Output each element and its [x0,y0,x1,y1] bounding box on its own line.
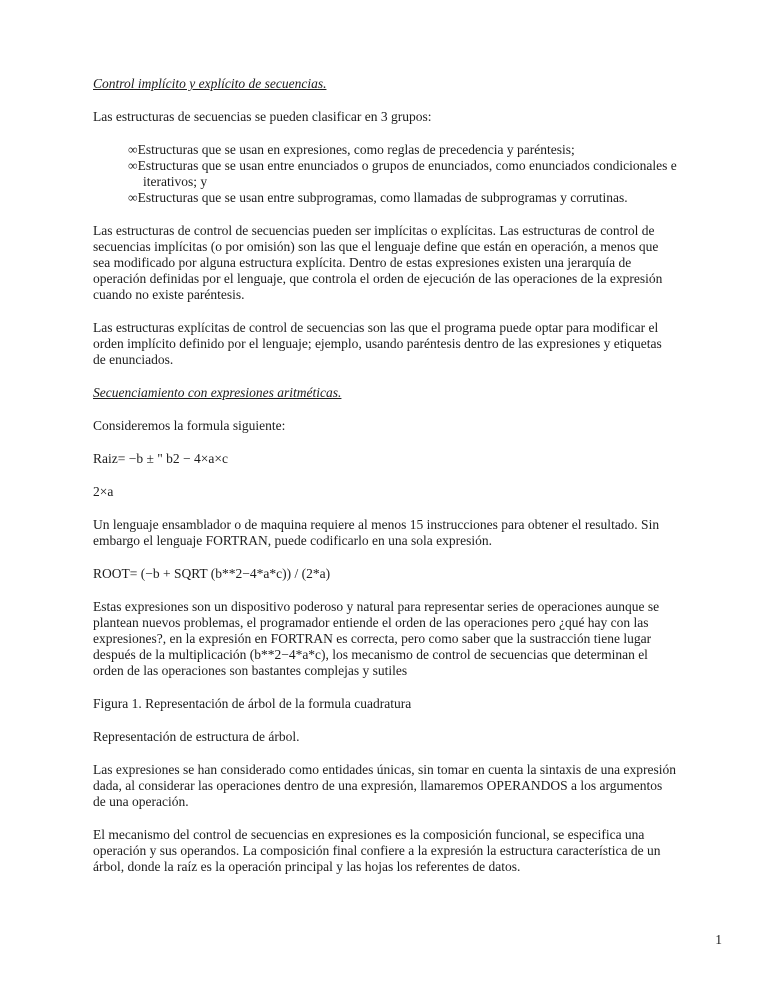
document-page [93,76,677,892]
paragraph-ensamblador: Un lenguaje ensamblador o de maquina requiere al menos 15 instrucciones para obtener el resultado. Sin embargo el lenguaje FORTRAN, puede codificarlo en una sola expresión. [93,517,660,548]
paragraph-clasificacion: Las estructuras de secuencias se pueden clasificar en 3 grupos: [93,109,432,124]
page-number: 1 [715,932,722,947]
paragraph-consideremos: Consideremos la formula siguiente: [93,418,286,433]
bullet-list [93,142,677,206]
paragraph-representacion-arbol: Representación de estructura de árbol. [93,729,300,744]
formula-raiz: Raiz= −b ± " b2 − 4×a×c [93,451,228,466]
paragraph-dispositivo-poderoso: Estas expresiones son un dispositivo poderoso y natural para representar series de operaciones aunque se plantean nuevos problemas, el programador entiende el orden de las operaciones pero ¿qué hay con las expresiones?, en la expresión en FORTRAN es correcta, pero como saber que la sustracción tiene lugar después de la multiplicación (b**2−4*a*c), los mecanismo de control de secuencias que determinan el orden de las operaciones son bastantes complejas y sutiles [93,599,660,678]
bullet-item-expresiones: ∞Estructuras que se usan en expresiones, como reglas de precedencia y paréntesis; [128,142,575,157]
section-heading-secuenciamiento: Secuenciamiento con expresiones aritméticas. [93,385,342,400]
formula-root-fortran: ROOT= (−b + SQRT (b**2−4*a*c)) / (2*a) [93,566,331,581]
paragraph-entidades-unicas: Las expresiones se han considerado como entidades únicas, sin tomar en cuenta la sintaxis de una expresión dada, al considerar las operaciones dentro de una expresión, llamaremos OPERANDOS a los argumentos de una operación. [93,762,676,809]
bullet-item-subprogramas: ∞Estructuras que se usan entre subprogramas, como llamadas de subprogramas y corrutinas. [128,190,628,205]
paragraph-implicitas-explicitas: Las estructuras de control de secuencias pueden ser implícitas o explícitas. Las estructuras de control de secuencias implícitas (o por omisión) son las que el lenguaje define que están en operación, a menos que sea modificado por alguna estructura explícita. Dentro de estas expresiones existen una jerarquía de operación definidas por el lenguaje, que controla el orden de ejecución de las operaciones de la expresión cuando no existe paréntesis. [93,223,663,302]
bullet-item-enunciados: ∞Estructuras que se usan entre enunciados o grupos de enunciados, como enunciados condicionales e iterativos; y [128,158,677,189]
paragraph-estructuras-explicitas: Las estructuras explícitas de control de secuencias son las que el programa puede optar para modificar el orden implícito definido por el lenguaje; ejemplo, usando paréntesis dentro de las expresiones y etiquetas de enunciados. [93,320,662,367]
paragraph-composicion-funcional: El mecanismo del control de secuencias en expresiones es la composición funcional, se especifica una operación y sus operandos. La composición final confiere a la expresión la estructura característica de un árbol, donde la raíz es la operación principal y las hojas los referentes de datos. [93,827,661,874]
section-heading-control-secuencias: Control implícito y explícito de secuencias. [93,76,327,91]
formula-denominador: 2×a [93,484,114,499]
figure-caption-heading: Figura 1. Representación de árbol de la formula cuadratura [93,696,412,711]
